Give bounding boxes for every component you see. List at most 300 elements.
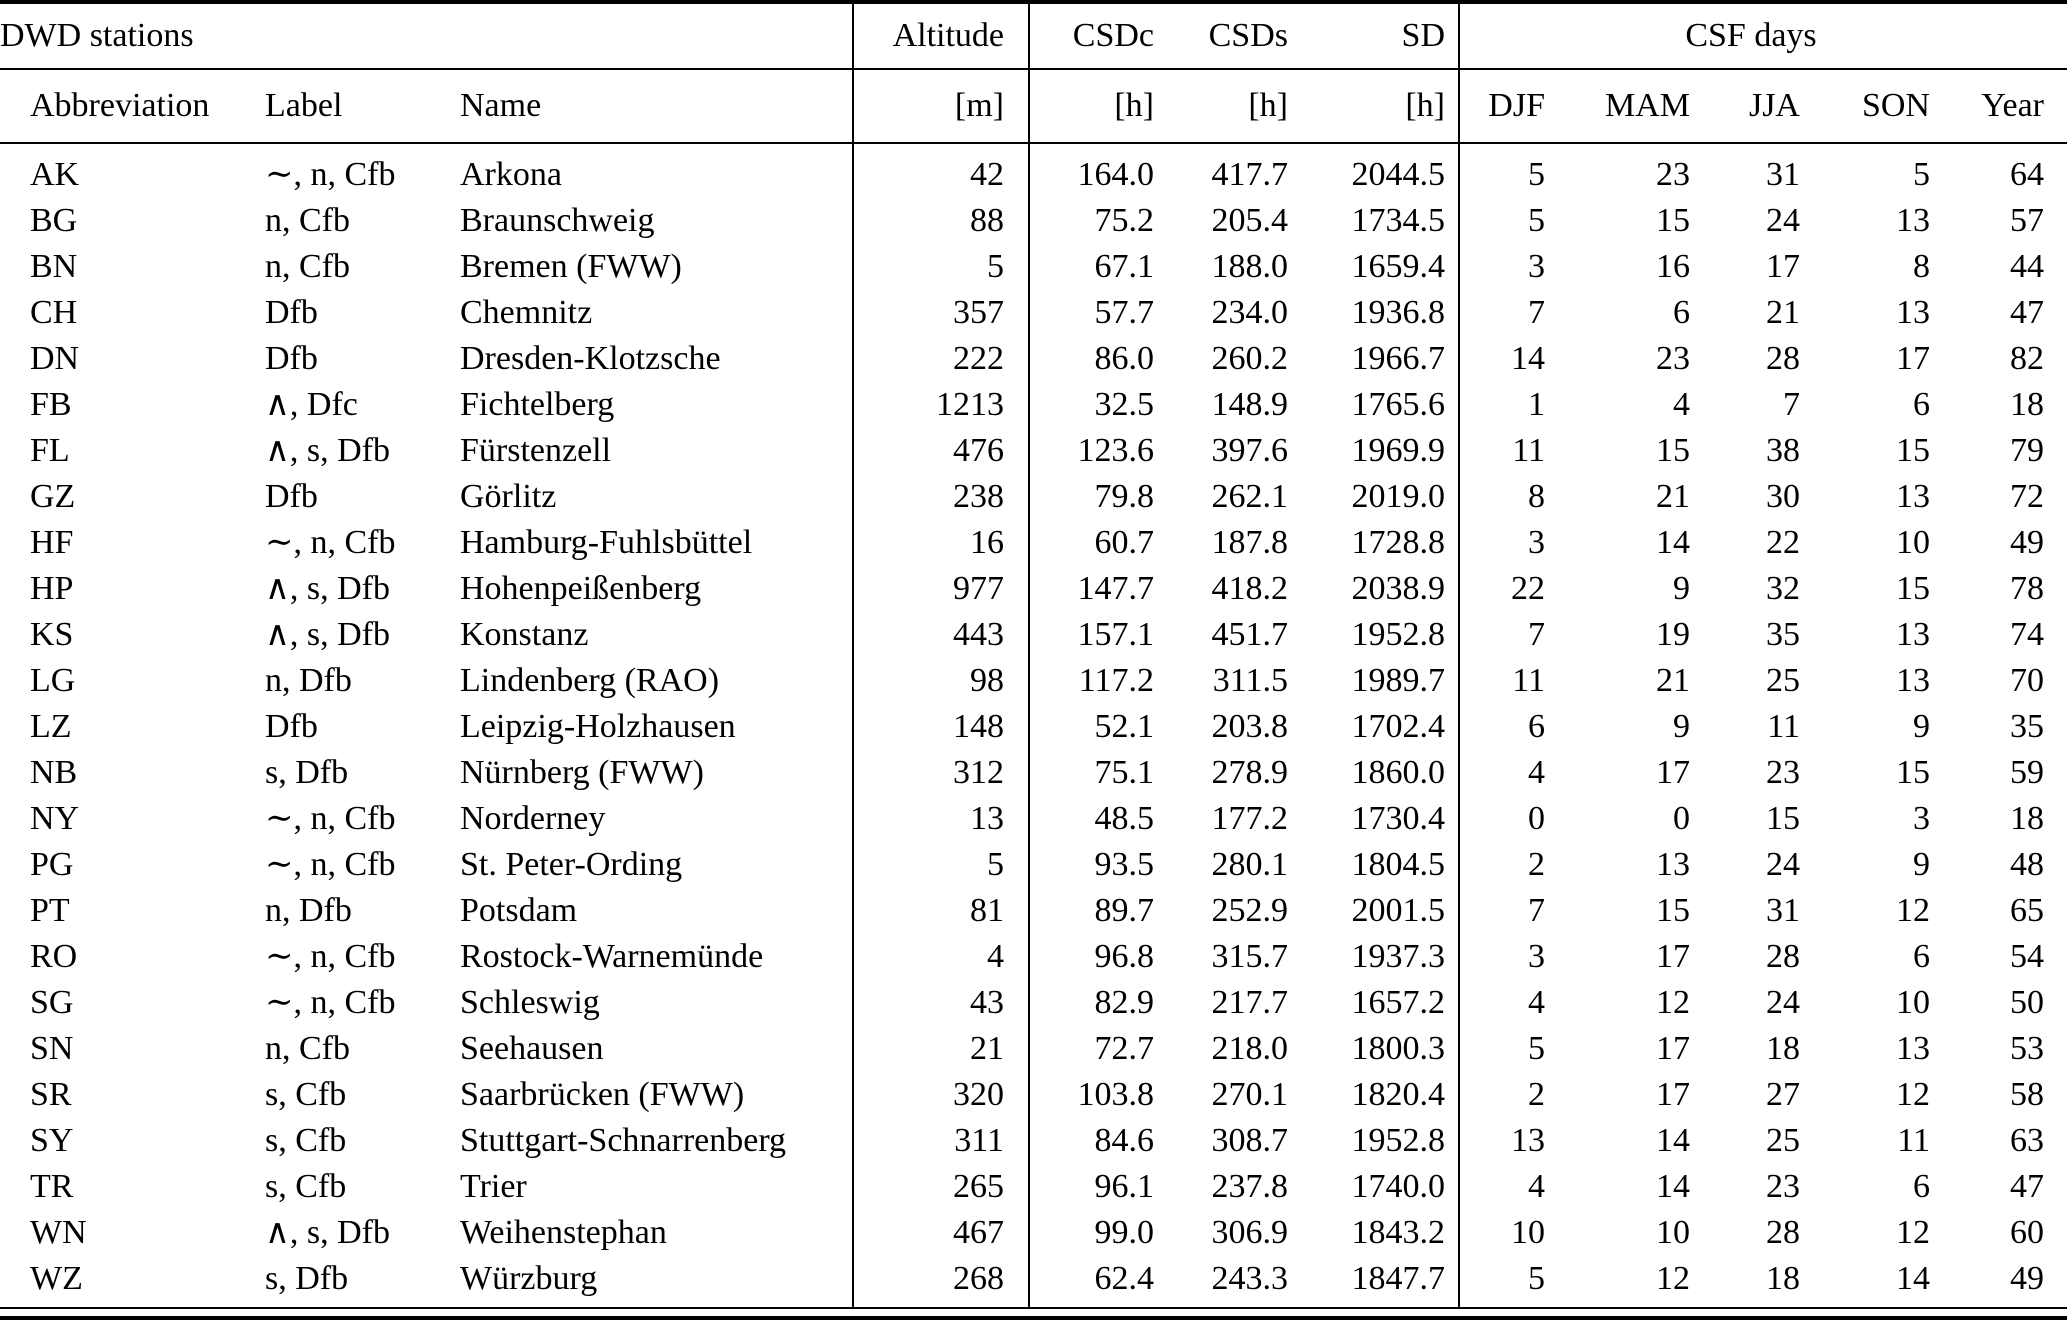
- station-sd: 1659.4: [1351, 248, 1445, 285]
- group-header-csds: CSDs: [1208, 17, 1288, 54]
- station-csds: 260.2: [1211, 340, 1288, 377]
- table-row: [0, 1210, 2067, 1256]
- station-csf-son: 13: [1896, 616, 1930, 653]
- station-csf-jja: 24: [1766, 202, 1800, 239]
- station-csf-djf: 2: [1528, 846, 1545, 883]
- station-csf-year: 47: [2010, 1168, 2044, 1205]
- station-csf-jja: 23: [1766, 754, 1800, 791]
- station-abbreviation: GZ: [30, 478, 76, 515]
- station-csf-year: 47: [2010, 294, 2044, 331]
- station-label: ∼, n, Cfb: [265, 800, 396, 837]
- station-altitude: 222: [953, 340, 1004, 377]
- station-csf-year: 82: [2010, 340, 2044, 377]
- station-csf-jja: 17: [1766, 248, 1800, 285]
- station-csf-jja: 31: [1766, 156, 1800, 193]
- station-csf-jja: 18: [1766, 1030, 1800, 1067]
- station-sd: 1989.7: [1351, 662, 1445, 699]
- station-csf-jja: 28: [1766, 1214, 1800, 1251]
- station-csf-jja: 24: [1766, 846, 1800, 883]
- station-csf-jja: 18: [1766, 1260, 1800, 1297]
- table-row: [0, 796, 2067, 842]
- station-csf-mam: 19: [1656, 616, 1690, 653]
- column-header-son: SON: [1861, 87, 1930, 124]
- station-csds: 278.9: [1211, 754, 1288, 791]
- station-csf-jja: 23: [1766, 1168, 1800, 1205]
- station-csdc: 93.5: [1094, 846, 1154, 883]
- station-altitude: 357: [953, 294, 1004, 331]
- station-sd: 1966.7: [1351, 340, 1445, 377]
- station-altitude: 467: [953, 1214, 1004, 1251]
- station-name: Potsdam: [460, 892, 578, 929]
- station-sd: 1860.0: [1351, 754, 1445, 791]
- station-csf-jja: 32: [1766, 570, 1800, 607]
- station-altitude: 13: [970, 800, 1004, 837]
- station-csf-year: 49: [2010, 1260, 2044, 1297]
- station-csds: 252.9: [1211, 892, 1288, 929]
- station-csf-djf: 13: [1511, 1122, 1545, 1159]
- station-csds: 418.2: [1211, 570, 1288, 607]
- column-header-mam: MAM: [1604, 87, 1690, 124]
- station-altitude: 311: [954, 1122, 1004, 1159]
- station-csf-mam: 14: [1656, 1168, 1690, 1205]
- station-csf-year: 79: [2010, 432, 2044, 469]
- table-row: [0, 428, 2067, 474]
- table-row: [0, 566, 2067, 612]
- station-label: n, Cfb: [265, 1030, 350, 1067]
- station-sd: 2044.5: [1351, 156, 1445, 193]
- bottom-rule-thin: [0, 1307, 2067, 1309]
- station-sd: 1730.4: [1351, 800, 1445, 837]
- station-name: Nürnberg (FWW): [460, 754, 704, 791]
- station-altitude: 98: [970, 662, 1004, 699]
- station-csf-djf: 11: [1512, 662, 1545, 699]
- station-csds: 148.9: [1211, 386, 1288, 423]
- station-label: s, Dfb: [265, 754, 349, 791]
- station-csf-jja: 30: [1766, 478, 1800, 515]
- station-csf-djf: 10: [1511, 1214, 1545, 1251]
- station-abbreviation: KS: [30, 616, 74, 653]
- station-label: n, Cfb: [265, 202, 350, 239]
- station-csf-mam: 23: [1656, 156, 1690, 193]
- table-body: [0, 144, 2067, 1302]
- station-label: ∧, s, Dfb: [265, 432, 390, 469]
- station-csf-djf: 11: [1512, 432, 1545, 469]
- station-csf-son: 17: [1896, 340, 1930, 377]
- table-row: [0, 244, 2067, 290]
- station-altitude: 42: [970, 156, 1004, 193]
- station-sd: 2001.5: [1351, 892, 1445, 929]
- station-altitude: 1213: [936, 386, 1004, 423]
- station-sd: 1804.5: [1351, 846, 1445, 883]
- station-altitude: 4: [987, 938, 1004, 975]
- station-label: s, Cfb: [265, 1076, 347, 1113]
- station-csf-son: 13: [1896, 202, 1930, 239]
- station-csf-son: 12: [1896, 892, 1930, 929]
- station-name: Rostock-Warnemünde: [460, 938, 764, 975]
- station-abbreviation: WZ: [30, 1260, 83, 1297]
- station-csf-jja: 28: [1766, 938, 1800, 975]
- station-name: Saarbrücken (FWW): [460, 1076, 745, 1113]
- bottom-rule-thick: [0, 1316, 2067, 1320]
- station-name: Seehausen: [460, 1030, 604, 1067]
- station-csf-mam: 14: [1656, 524, 1690, 561]
- station-altitude: 21: [970, 1030, 1004, 1067]
- station-csf-djf: 5: [1528, 1260, 1545, 1297]
- station-csf-year: 48: [2010, 846, 2044, 883]
- station-sd: 1734.5: [1351, 202, 1445, 239]
- table-row: [0, 750, 2067, 796]
- station-csds: 280.1: [1211, 846, 1288, 883]
- station-label: ∼, n, Cfb: [265, 846, 396, 883]
- station-name: Braunschweig: [460, 202, 655, 239]
- station-csf-son: 9: [1913, 708, 1930, 745]
- station-csds: 205.4: [1211, 202, 1288, 239]
- station-label: ∧, s, Dfb: [265, 570, 390, 607]
- station-csdc: 147.7: [1077, 570, 1154, 607]
- station-csds: 237.8: [1211, 1168, 1288, 1205]
- station-csf-son: 15: [1896, 570, 1930, 607]
- station-name: Bremen (FWW): [460, 248, 682, 285]
- station-csf-jja: 28: [1766, 340, 1800, 377]
- station-csdc: 75.1: [1094, 754, 1154, 791]
- station-sd: 1702.4: [1351, 708, 1445, 745]
- station-csdc: 164.0: [1077, 156, 1154, 193]
- column-header-row: [0, 70, 2067, 142]
- station-csdc: 89.7: [1094, 892, 1154, 929]
- station-csf-djf: 4: [1528, 754, 1545, 791]
- column-header-sd-unit: [h]: [1405, 87, 1445, 124]
- station-altitude: 320: [953, 1076, 1004, 1113]
- station-sd: 1800.3: [1351, 1030, 1445, 1067]
- station-csds: 203.8: [1211, 708, 1288, 745]
- station-abbreviation: SN: [30, 1030, 74, 1067]
- station-csf-year: 54: [2010, 938, 2044, 975]
- table-row: [0, 1118, 2067, 1164]
- station-csf-year: 49: [2010, 524, 2044, 561]
- station-abbreviation: LG: [30, 662, 76, 699]
- station-csf-year: 64: [2010, 156, 2044, 193]
- station-csf-mam: 17: [1656, 1030, 1690, 1067]
- station-sd: 1820.4: [1351, 1076, 1445, 1113]
- station-label: Dfb: [265, 294, 318, 331]
- station-csf-son: 8: [1913, 248, 1930, 285]
- station-csf-djf: 5: [1528, 156, 1545, 193]
- station-csdc: 60.7: [1094, 524, 1154, 561]
- table-row: [0, 1164, 2067, 1210]
- column-header-abbreviation: Abbreviation: [30, 87, 210, 124]
- station-label: n, Dfb: [265, 662, 352, 699]
- station-label: ∼, n, Cfb: [265, 524, 396, 561]
- station-abbreviation: LZ: [30, 708, 72, 745]
- group-header-sd: SD: [1401, 17, 1445, 54]
- station-csf-mam: 12: [1656, 984, 1690, 1021]
- station-csf-djf: 7: [1528, 892, 1545, 929]
- station-abbreviation: DN: [30, 340, 80, 377]
- station-csf-djf: 7: [1528, 616, 1545, 653]
- column-header-jja: JJA: [1748, 87, 1800, 124]
- station-sd: 1952.8: [1351, 616, 1445, 653]
- station-csf-son: 12: [1896, 1076, 1930, 1113]
- station-csf-jja: 21: [1766, 294, 1800, 331]
- station-altitude: 16: [970, 524, 1004, 561]
- station-csf-djf: 22: [1511, 570, 1545, 607]
- table-row: [0, 520, 2067, 566]
- station-csf-djf: 0: [1528, 800, 1545, 837]
- station-csdc: 117.2: [1078, 662, 1154, 699]
- station-csds: 187.8: [1211, 524, 1288, 561]
- station-csf-son: 5: [1913, 156, 1930, 193]
- station-csdc: 86.0: [1094, 340, 1154, 377]
- station-csdc: 84.6: [1094, 1122, 1154, 1159]
- station-csf-mam: 17: [1656, 1076, 1690, 1113]
- station-csf-djf: 4: [1528, 1168, 1545, 1205]
- station-name: Arkona: [460, 156, 562, 193]
- station-name: Würzburg: [460, 1260, 598, 1297]
- column-header-csds-unit: [h]: [1248, 87, 1288, 124]
- station-csf-son: 9: [1913, 846, 1930, 883]
- station-altitude: 977: [953, 570, 1004, 607]
- station-abbreviation: HF: [30, 524, 74, 561]
- column-header-csdc-unit: [h]: [1114, 87, 1154, 124]
- station-csds: 243.3: [1211, 1260, 1288, 1297]
- station-csf-son: 6: [1913, 386, 1930, 423]
- station-csf-jja: 31: [1766, 892, 1800, 929]
- station-name: Fürstenzell: [460, 432, 612, 469]
- station-csf-djf: 3: [1528, 524, 1545, 561]
- station-csds: 177.2: [1211, 800, 1288, 837]
- station-csf-mam: 21: [1656, 662, 1690, 699]
- station-csf-djf: 3: [1528, 248, 1545, 285]
- station-name: Görlitz: [460, 478, 557, 515]
- station-csf-son: 13: [1896, 478, 1930, 515]
- station-abbreviation: CH: [30, 294, 78, 331]
- station-name: Norderney: [460, 800, 606, 837]
- station-csds: 315.7: [1211, 938, 1288, 975]
- station-sd: 1657.2: [1351, 984, 1445, 1021]
- station-csdc: 96.8: [1094, 938, 1154, 975]
- group-header-altitude: Altitude: [892, 17, 1004, 54]
- station-abbreviation: BN: [30, 248, 78, 285]
- station-csdc: 67.1: [1094, 248, 1154, 285]
- station-csf-mam: 17: [1656, 754, 1690, 791]
- station-altitude: 148: [953, 708, 1004, 745]
- column-header-year: Year: [1981, 87, 2044, 124]
- station-csds: 308.7: [1211, 1122, 1288, 1159]
- station-csf-jja: 11: [1767, 708, 1800, 745]
- station-csf-djf: 6: [1528, 708, 1545, 745]
- station-name: Hohenpeißenberg: [460, 570, 702, 607]
- station-csdc: 48.5: [1094, 800, 1154, 837]
- station-csds: 306.9: [1211, 1214, 1288, 1251]
- station-csf-son: 13: [1896, 1030, 1930, 1067]
- station-abbreviation: TR: [30, 1168, 74, 1205]
- station-name: Hamburg-Fuhlsbüttel: [460, 524, 753, 561]
- station-abbreviation: PT: [30, 892, 70, 929]
- station-csf-jja: 25: [1766, 1122, 1800, 1159]
- station-abbreviation: WN: [30, 1214, 87, 1251]
- station-altitude: 88: [970, 202, 1004, 239]
- station-csf-year: 44: [2010, 248, 2044, 285]
- station-csf-son: 12: [1896, 1214, 1930, 1251]
- station-csf-son: 10: [1896, 524, 1930, 561]
- station-csds: 270.1: [1211, 1076, 1288, 1113]
- station-csf-son: 11: [1897, 1122, 1930, 1159]
- station-sd: 1937.3: [1351, 938, 1445, 975]
- station-altitude: 268: [953, 1260, 1004, 1297]
- station-csf-mam: 12: [1656, 1260, 1690, 1297]
- table-row: [0, 934, 2067, 980]
- station-abbreviation: FB: [30, 386, 72, 423]
- station-csf-djf: 4: [1528, 984, 1545, 1021]
- station-name: Konstanz: [460, 616, 589, 653]
- station-csdc: 79.8: [1094, 478, 1154, 515]
- group-header-csf-days: CSF days: [1685, 17, 1817, 54]
- station-sd: 1969.9: [1351, 432, 1445, 469]
- table-row: [0, 474, 2067, 520]
- station-sd: 1728.8: [1351, 524, 1445, 561]
- station-csf-jja: 24: [1766, 984, 1800, 1021]
- station-sd: 1740.0: [1351, 1168, 1445, 1205]
- station-csf-year: 74: [2010, 616, 2044, 653]
- station-abbreviation: SG: [30, 984, 74, 1021]
- station-label: Dfb: [265, 708, 318, 745]
- station-csdc: 32.5: [1094, 386, 1154, 423]
- table-row: [0, 336, 2067, 382]
- station-csdc: 72.7: [1094, 1030, 1154, 1067]
- station-abbreviation: NB: [30, 754, 78, 791]
- station-csf-mam: 10: [1656, 1214, 1690, 1251]
- station-csf-son: 14: [1896, 1260, 1930, 1297]
- station-name: Weihenstephan: [460, 1214, 667, 1251]
- station-csf-son: 15: [1896, 754, 1930, 791]
- station-csf-son: 6: [1913, 1168, 1930, 1205]
- column-header-name: Name: [460, 87, 542, 124]
- table-row: [0, 888, 2067, 934]
- table-row: [0, 290, 2067, 336]
- station-csf-mam: 16: [1656, 248, 1690, 285]
- group-header-stations: DWD stations: [0, 17, 194, 54]
- station-csdc: 96.1: [1094, 1168, 1154, 1205]
- station-csf-djf: 1: [1528, 386, 1545, 423]
- station-csf-djf: 5: [1528, 202, 1545, 239]
- station-csds: 451.7: [1211, 616, 1288, 653]
- station-csf-year: 70: [2010, 662, 2044, 699]
- station-name: Leipzig-Holzhausen: [460, 708, 736, 745]
- table-row: [0, 1072, 2067, 1118]
- station-name: Schleswig: [460, 984, 600, 1021]
- station-csdc: 99.0: [1094, 1214, 1154, 1251]
- station-csf-jja: 25: [1766, 662, 1800, 699]
- station-altitude: 312: [953, 754, 1004, 791]
- station-csdc: 57.7: [1094, 294, 1154, 331]
- station-sd: 1765.6: [1351, 386, 1445, 423]
- table-row: [0, 198, 2067, 244]
- station-altitude: 238: [953, 478, 1004, 515]
- station-label: n, Dfb: [265, 892, 352, 929]
- station-csf-mam: 21: [1656, 478, 1690, 515]
- station-label: s, Cfb: [265, 1122, 347, 1159]
- station-csf-djf: 7: [1528, 294, 1545, 331]
- table-row: [0, 1026, 2067, 1072]
- station-label: Dfb: [265, 340, 318, 377]
- station-csf-mam: 9: [1673, 570, 1690, 607]
- station-altitude: 265: [953, 1168, 1004, 1205]
- station-name: Fichtelberg: [460, 386, 615, 423]
- table-row: [0, 1256, 2067, 1302]
- station-csdc: 157.1: [1077, 616, 1154, 653]
- station-csf-year: 72: [2010, 478, 2044, 515]
- station-csf-son: 10: [1896, 984, 1930, 1021]
- station-csf-year: 57: [2010, 202, 2044, 239]
- station-csdc: 52.1: [1094, 708, 1154, 745]
- station-csdc: 123.6: [1077, 432, 1154, 469]
- station-sd: 2038.9: [1351, 570, 1445, 607]
- column-header-djf: DJF: [1488, 87, 1545, 124]
- station-csf-son: 3: [1913, 800, 1930, 837]
- station-altitude: 476: [953, 432, 1004, 469]
- station-altitude: 81: [970, 892, 1004, 929]
- station-csf-year: 60: [2010, 1214, 2044, 1251]
- station-csds: 262.1: [1211, 478, 1288, 515]
- station-csf-jja: 35: [1766, 616, 1800, 653]
- station-csf-djf: 8: [1528, 478, 1545, 515]
- station-csf-mam: 0: [1673, 800, 1690, 837]
- table-row: [0, 612, 2067, 658]
- station-csf-year: 35: [2010, 708, 2044, 745]
- station-csf-son: 13: [1896, 294, 1930, 331]
- station-sd: 1936.8: [1351, 294, 1445, 331]
- station-name: St. Peter-Ording: [460, 846, 683, 883]
- station-csf-mam: 13: [1656, 846, 1690, 883]
- station-sd: 2019.0: [1351, 478, 1445, 515]
- station-label: s, Cfb: [265, 1168, 347, 1205]
- station-csf-djf: 5: [1528, 1030, 1545, 1067]
- table-row: [0, 382, 2067, 428]
- station-csf-mam: 14: [1656, 1122, 1690, 1159]
- station-abbreviation: SR: [30, 1076, 72, 1113]
- station-sd: 1952.8: [1351, 1122, 1445, 1159]
- station-sd: 1843.2: [1351, 1214, 1445, 1251]
- station-label: s, Dfb: [265, 1260, 349, 1297]
- station-label: ∧, s, Dfb: [265, 616, 390, 653]
- station-abbreviation: RO: [30, 938, 78, 975]
- station-csds: 234.0: [1211, 294, 1288, 331]
- station-sd: 1847.7: [1351, 1260, 1445, 1297]
- table-row: [0, 152, 2067, 198]
- column-header-altitude-unit: [m]: [954, 87, 1004, 124]
- station-csf-djf: 14: [1511, 340, 1545, 377]
- table-row: [0, 704, 2067, 750]
- station-altitude: 443: [953, 616, 1004, 653]
- station-abbreviation: NY: [30, 800, 80, 837]
- station-csdc: 82.9: [1094, 984, 1154, 1021]
- station-csf-jja: 27: [1766, 1076, 1800, 1113]
- station-abbreviation: HP: [30, 570, 74, 607]
- station-csf-djf: 2: [1528, 1076, 1545, 1113]
- station-csf-year: 63: [2010, 1122, 2044, 1159]
- station-csds: 188.0: [1211, 248, 1288, 285]
- station-abbreviation: AK: [30, 156, 80, 193]
- table-row: [0, 658, 2067, 704]
- station-name: Chemnitz: [460, 294, 593, 331]
- station-label: n, Cfb: [265, 248, 350, 285]
- station-abbreviation: SY: [30, 1122, 74, 1159]
- station-csf-year: 18: [2010, 800, 2044, 837]
- column-header-label: Label: [265, 87, 343, 124]
- station-label: ∼, n, Cfb: [265, 156, 396, 193]
- station-csf-year: 50: [2010, 984, 2044, 1021]
- station-label: ∧, Dfc: [265, 386, 358, 423]
